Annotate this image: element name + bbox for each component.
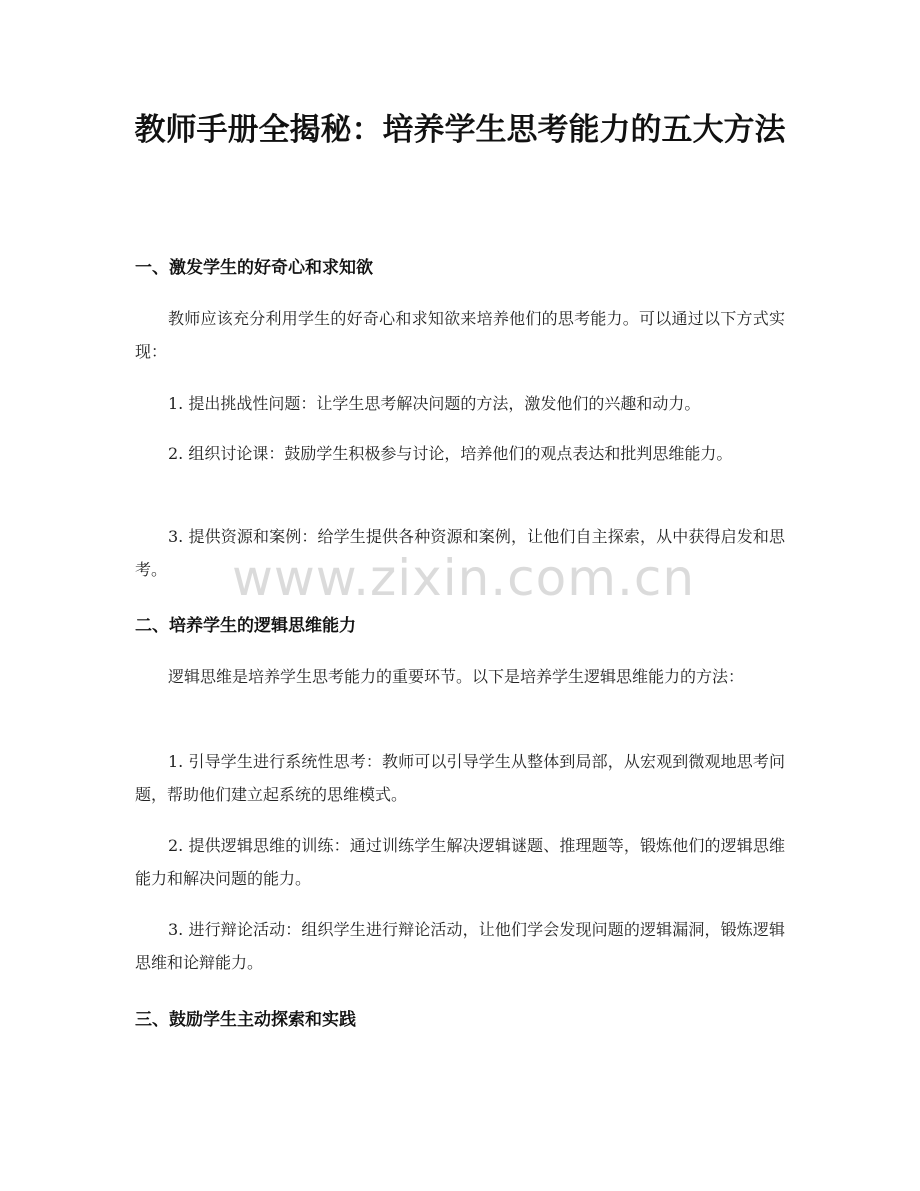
section-2-list-item-1: 1. 引导学生进行系统性思考：教师可以引导学生从整体到局部，从宏观到微观地思考问题，帮助他们建立起系统的思维模式。 <box>135 752 785 804</box>
document-title: 教师手册全揭秘：培养学生思考能力的五大方法 <box>134 112 786 148</box>
section-1-list-item-3: 3. 提供资源和案例：给学生提供各种资源和案例，让他们自主探索，从中获得启发和思考。 <box>135 527 785 579</box>
section-heading-1: 一、激发学生的好奇心和求知欲 <box>135 258 373 278</box>
section-heading-3: 三、鼓励学生主动探索和实践 <box>135 1010 356 1030</box>
section-2-list-item-3: 3. 进行辩论活动：组织学生进行辩论活动，让他们学会发现问题的逻辑漏洞，锻炼逻辑思维和论辩能力。 <box>135 920 785 972</box>
section-1-list-item-2: 2. 组织讨论课：鼓励学生积极参与讨论，培养他们的观点表达和批判思维能力。 <box>168 444 733 463</box>
watermark: www.zixin.com.cn <box>232 549 696 607</box>
section-1-paragraph-intro: 教师应该充分利用学生的好奇心和求知欲来培养他们的思考能力。可以通过以下方式实现： <box>135 309 785 361</box>
section-2-paragraph-intro: 逻辑思维是培养学生思考能力的重要环节。以下是培养学生逻辑思维能力的方法： <box>168 667 745 686</box>
section-heading-2: 二、培养学生的逻辑思维能力 <box>135 616 356 636</box>
section-2-list-item-2: 2. 提供逻辑思维的训练：通过训练学生解决逻辑谜题、推理题等，锻炼他们的逻辑思维能力和解决问题的能力。 <box>135 836 785 888</box>
section-1-list-item-1: 1. 提出挑战性问题：让学生思考解决问题的方法，激发他们的兴趣和动力。 <box>168 394 701 413</box>
